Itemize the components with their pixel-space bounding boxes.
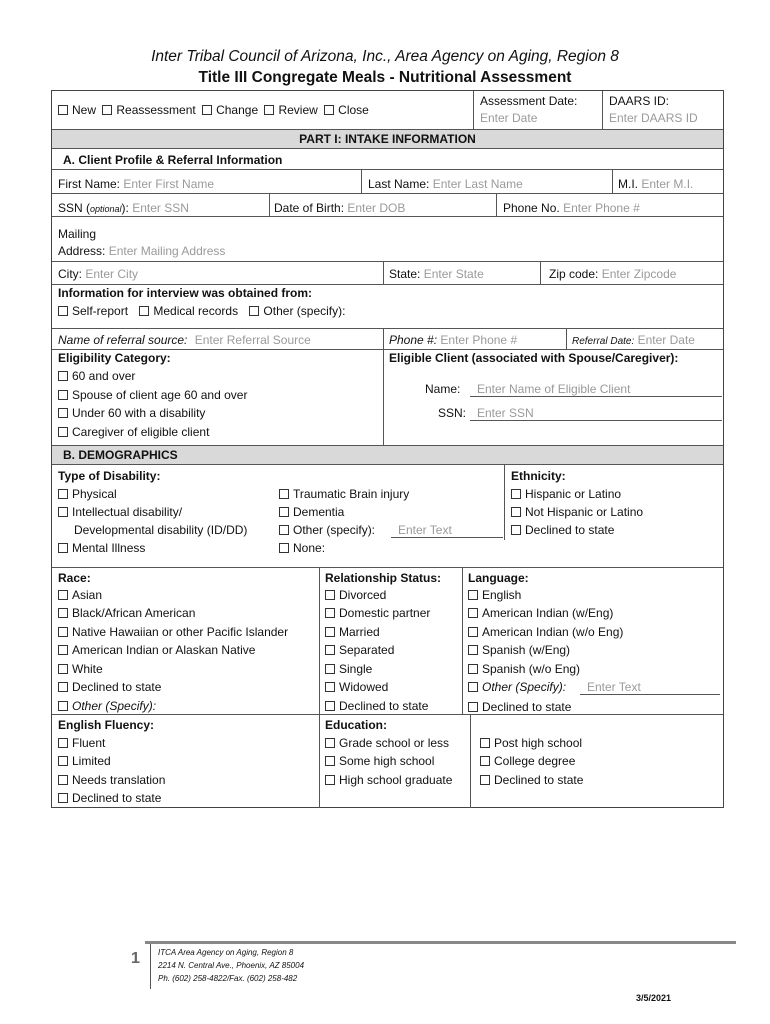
disability-option <box>279 541 325 555</box>
section-a-title: A. Client Profile & Referral Information <box>63 153 283 167</box>
relationship-option <box>325 643 394 657</box>
option-label: Other (specify): <box>293 523 376 537</box>
checkbox-american-indian[interactable] <box>58 645 68 655</box>
option-label: Mental Illness <box>72 541 146 555</box>
option-label: Close <box>338 103 369 117</box>
education-heading: Education: <box>325 718 387 732</box>
option-label: Reassessment <box>116 103 196 117</box>
option-label: Declined to state <box>494 773 584 787</box>
disability-option <box>58 505 182 519</box>
checkbox-dementia[interactable] <box>279 507 289 517</box>
education-option <box>480 754 575 768</box>
mailing-label: Mailing <box>58 227 97 241</box>
info-source-options <box>58 304 345 318</box>
language-option <box>468 606 613 620</box>
checkbox-mental-illness[interactable] <box>58 543 68 553</box>
fluency-option <box>58 773 165 787</box>
ssn-label-end: ): <box>121 201 129 215</box>
option-label: Intellectual disability/ <box>72 505 183 519</box>
race-heading: Race: <box>58 571 91 585</box>
checkbox-hispanic[interactable] <box>511 489 521 499</box>
ssn-label: SSN ( <box>58 201 91 215</box>
assessment-date-field[interactable]: Enter Date <box>480 111 538 125</box>
option-label: Spanish (w/o Eng) <box>482 662 581 676</box>
referral-phone-label: Phone #: <box>389 333 438 347</box>
option-label: Divorced <box>339 588 387 602</box>
last-name-row <box>368 177 523 191</box>
checkbox-separated[interactable] <box>325 645 335 655</box>
option-label: Widowed <box>339 680 389 694</box>
fluency-heading: English Fluency: <box>58 718 155 732</box>
option-label: Other (Specify): <box>72 699 157 713</box>
footer-date: 3/5/2021 <box>636 993 672 1003</box>
mi-field[interactable]: Enter M.I. <box>641 177 694 191</box>
checkbox-black[interactable] <box>58 608 68 618</box>
option-label: Separated <box>339 643 395 657</box>
option-label: American Indian (w/Eng) <box>482 606 614 620</box>
eligibility-heading: Eligibility Category: <box>58 351 171 365</box>
state-label: State: <box>389 267 421 281</box>
page-number: 1 <box>131 950 140 967</box>
education-option <box>325 773 452 787</box>
first-name-row <box>58 177 214 191</box>
referral-date-label: Referral Date: <box>572 336 635 347</box>
option-label: Black/African American <box>72 606 196 620</box>
option-label: Spouse of client age 60 and over <box>72 388 248 402</box>
checkbox-disability-other[interactable] <box>279 525 289 535</box>
education-option <box>480 736 582 750</box>
relationship-option <box>325 699 428 713</box>
checkbox-some-high-school[interactable] <box>325 756 335 766</box>
ethnicity-heading: Ethnicity: <box>511 469 566 483</box>
ssn-optional: optional <box>90 204 122 214</box>
option-label: Declined to state <box>72 680 162 694</box>
checkbox-widowed[interactable] <box>325 682 335 692</box>
option-label: American Indian or Alaskan Native <box>72 643 256 657</box>
city-label: City: <box>58 267 82 281</box>
option-label: Not Hispanic or Latino <box>525 505 644 519</box>
checkbox-not-hispanic[interactable] <box>511 507 521 517</box>
footer-rule <box>145 941 736 944</box>
relationship-heading: Relationship Status: <box>325 571 442 585</box>
checkbox-reassessment[interactable] <box>102 105 112 115</box>
checkbox-native-hawaiian[interactable] <box>58 627 68 637</box>
option-label: Fluent <box>72 736 106 750</box>
form-title: Title III Congregate Meals - Nutritional Assessment <box>198 69 572 86</box>
language-option <box>468 588 521 602</box>
option-label: Review <box>278 103 318 117</box>
referral-field[interactable]: Enter Referral Source <box>194 333 311 347</box>
option-label: White <box>72 662 103 676</box>
checkbox-self-report[interactable] <box>58 306 68 316</box>
address-field[interactable]: Enter Mailing Address <box>108 244 226 258</box>
city-field[interactable]: Enter City <box>85 267 139 281</box>
option-label: New <box>72 103 97 117</box>
language-option <box>468 643 570 657</box>
fluency-option <box>58 791 161 805</box>
option-label: Under 60 with a disability <box>72 406 206 420</box>
relationship-option <box>325 680 388 694</box>
option-label: 60 and over <box>72 369 136 383</box>
checkbox-ai-wo-eng[interactable] <box>468 627 478 637</box>
option-label: Married <box>339 625 380 639</box>
option-label: American Indian (w/o Eng) <box>482 625 624 639</box>
language-option <box>468 662 580 676</box>
option-label: Change <box>216 103 259 117</box>
first-name-field[interactable]: Enter First Name <box>123 177 215 191</box>
checkbox-education-declined[interactable] <box>480 775 490 785</box>
option-label: Declined to state <box>525 523 615 537</box>
option-label: None: <box>293 541 326 555</box>
option-label: Some high school <box>339 754 435 768</box>
disability-option <box>279 523 375 537</box>
eligible-client-heading: Eligible Client (associated with Spouse/Caregiver): <box>389 351 679 365</box>
relationship-option <box>325 662 372 676</box>
checkbox-physical[interactable] <box>58 489 68 499</box>
option-label: Other (specify): <box>263 304 346 318</box>
language-option <box>468 625 623 639</box>
disability-other-field[interactable]: Enter Text <box>398 523 452 537</box>
fluency-option <box>58 754 111 768</box>
checkbox-intellectual[interactable] <box>58 507 68 517</box>
relationship-option <box>325 606 430 620</box>
info-source-heading: Information for interview was obtained from: <box>58 286 313 300</box>
phone-label: Phone No. <box>503 201 560 215</box>
assessment-date-label: Assessment Date: <box>480 94 578 108</box>
checkbox-race-other[interactable] <box>58 701 68 711</box>
ec-name-label: Name: <box>425 382 461 396</box>
option-label: Post high school <box>494 736 583 750</box>
checkbox-asian[interactable] <box>58 590 68 600</box>
option-label: Grade school or less <box>339 736 450 750</box>
eligibility-option <box>58 369 135 383</box>
disability-option <box>279 505 344 519</box>
checkbox-medical-records[interactable] <box>139 306 149 316</box>
first-name-label: First Name: <box>58 177 121 191</box>
address-label: Address: <box>58 244 106 258</box>
address-row <box>58 244 225 258</box>
option-label: Caregiver of eligible client <box>72 425 210 439</box>
phone-field[interactable]: Enter Phone # <box>563 201 640 215</box>
race-option <box>58 699 156 713</box>
checkbox-married[interactable] <box>325 627 335 637</box>
checkbox-relationship-declined[interactable] <box>325 701 335 711</box>
phone-row <box>503 201 640 215</box>
checkbox-limited[interactable] <box>58 756 68 766</box>
option-label: Limited <box>72 754 111 768</box>
option-label: Asian <box>72 588 103 602</box>
footer-address: 2214 N. Central Ave., Phoenix, AZ 85004 <box>158 961 305 970</box>
ec-name-field[interactable]: Enter Name of Eligible Client <box>477 382 631 396</box>
ethnicity-option <box>511 505 643 519</box>
checkbox-60-and-over[interactable] <box>58 371 68 381</box>
ethnicity-option <box>511 487 621 501</box>
eligibility-option <box>58 406 205 420</box>
footer-phone: Ph. (602) 258-4822/Fax. (602) 258-482 <box>158 974 298 983</box>
last-name-field[interactable]: Enter Last Name <box>432 177 523 191</box>
education-option <box>480 773 583 787</box>
option-label: Hispanic or Latino <box>525 487 622 501</box>
dob-label: Date of Birth: <box>274 201 345 215</box>
referral-phone-row <box>389 333 517 347</box>
education-option <box>325 736 449 750</box>
option-label: Single <box>339 662 373 676</box>
checkbox-white[interactable] <box>58 664 68 674</box>
state-row <box>389 267 484 281</box>
language-heading: Language: <box>468 571 529 585</box>
checkbox-spanish-wo-eng[interactable] <box>468 664 478 674</box>
city-row <box>58 267 138 281</box>
checkbox-language-other[interactable] <box>468 682 478 692</box>
checkbox-grade-school[interactable] <box>325 738 335 748</box>
option-label: Needs translation <box>72 773 166 787</box>
disability-option-cont: Developmental disability (ID/DD) <box>74 523 248 537</box>
eligibility-option <box>58 425 209 439</box>
referral-row <box>58 333 311 347</box>
race-option <box>58 588 102 602</box>
language-other-field[interactable]: Enter Text <box>587 680 641 694</box>
ec-ssn-field[interactable]: Enter SSN <box>477 406 534 420</box>
dob-field[interactable]: Enter DOB <box>347 201 406 215</box>
form-org-title: Inter Tribal Council of Arizona, Inc., Area Agency on Aging, Region 8 <box>151 48 619 65</box>
referral-date-field[interactable]: Enter Date <box>637 333 695 347</box>
checkbox-ai-w-eng[interactable] <box>468 608 478 618</box>
relationship-option <box>325 588 386 602</box>
checkbox-other[interactable] <box>249 306 259 316</box>
checkbox-none[interactable] <box>279 543 289 553</box>
option-label: High school graduate <box>339 773 453 787</box>
option-label: Traumatic Brain injury <box>293 487 410 501</box>
option-label: Medical records <box>153 304 239 318</box>
ethnicity-option <box>511 523 614 537</box>
race-option <box>58 643 255 657</box>
checkbox-spanish-w-eng[interactable] <box>468 645 478 655</box>
option-label: Declined to state <box>339 699 429 713</box>
assessment-type-options <box>58 103 369 117</box>
checkbox-hs-graduate[interactable] <box>325 775 335 785</box>
disability-option <box>58 487 117 501</box>
section-b-title: B. DEMOGRAPHICS <box>63 448 178 462</box>
state-field[interactable]: Enter State <box>423 267 484 281</box>
language-option <box>468 680 566 694</box>
option-label: Self-report <box>72 304 129 318</box>
footer-org: ITCA Area Agency on Aging, Region 8 <box>158 948 294 957</box>
zip-row <box>549 267 676 281</box>
option-label: English <box>482 588 522 602</box>
ssn-row <box>58 201 189 216</box>
ec-ssn-label: SSN: <box>438 406 467 420</box>
option-label: Spanish (w/Eng) <box>482 643 571 657</box>
dob-row <box>274 201 405 215</box>
option-label: Physical <box>72 487 117 501</box>
option-label: Domestic partner <box>339 606 431 620</box>
mi-row <box>618 177 693 191</box>
checkbox-new[interactable] <box>58 105 68 115</box>
option-label: Native Hawaiian or other Pacific Islander <box>72 625 289 639</box>
checkbox-tbi[interactable] <box>279 489 289 499</box>
checkbox-fluency-declined[interactable] <box>58 793 68 803</box>
part1-title: PART I: INTAKE INFORMATION <box>299 132 476 146</box>
daars-id-field[interactable]: Enter DAARS ID <box>609 111 698 125</box>
checkbox-ethnicity-declined[interactable] <box>511 525 521 535</box>
daars-id-label: DAARS ID: <box>609 94 670 108</box>
checkbox-spouse[interactable] <box>58 390 68 400</box>
option-label: Declined to state <box>482 700 572 714</box>
checkbox-close[interactable] <box>324 105 334 115</box>
disability-option <box>58 541 145 555</box>
checkbox-review[interactable] <box>264 105 274 115</box>
checkbox-english[interactable] <box>468 590 478 600</box>
race-option <box>58 662 103 676</box>
disability-option <box>279 487 409 501</box>
race-option <box>58 606 195 620</box>
checkbox-fluent[interactable] <box>58 738 68 748</box>
checkbox-language-declined[interactable] <box>468 702 478 712</box>
zip-field[interactable]: Enter Zipcode <box>601 267 677 281</box>
last-name-label: Last Name: <box>368 177 430 191</box>
race-option <box>58 625 288 639</box>
relationship-option <box>325 625 380 639</box>
ssn-field[interactable]: Enter SSN <box>132 201 189 215</box>
fluency-option <box>58 736 105 750</box>
race-option <box>58 680 161 694</box>
checkbox-domestic-partner[interactable] <box>325 608 335 618</box>
referral-date-row <box>572 333 695 349</box>
referral-label: Name of referral source: <box>58 333 188 347</box>
checkbox-college-degree[interactable] <box>480 756 490 766</box>
option-label: Declined to state <box>72 791 162 805</box>
mi-label: M.I. <box>618 177 638 191</box>
checkbox-under-60[interactable] <box>58 408 68 418</box>
checkbox-post-high-school[interactable] <box>480 738 490 748</box>
disability-heading: Type of Disability: <box>58 469 161 483</box>
option-label: Other (Specify): <box>482 680 567 694</box>
assessment-form <box>51 90 724 808</box>
referral-phone-field[interactable]: Enter Phone # <box>440 333 518 347</box>
checkbox-caregiver[interactable] <box>58 427 68 437</box>
eligibility-option <box>58 388 247 402</box>
checkbox-needs-translation[interactable] <box>58 775 68 785</box>
footer-divider <box>150 944 151 989</box>
zip-label: Zip code: <box>549 267 599 281</box>
checkbox-single[interactable] <box>325 664 335 674</box>
checkbox-race-declined[interactable] <box>58 682 68 692</box>
checkbox-change[interactable] <box>202 105 212 115</box>
education-option <box>325 754 434 768</box>
option-label: College degree <box>494 754 576 768</box>
option-label: Dementia <box>293 505 345 519</box>
language-option <box>468 700 571 714</box>
checkbox-divorced[interactable] <box>325 590 335 600</box>
